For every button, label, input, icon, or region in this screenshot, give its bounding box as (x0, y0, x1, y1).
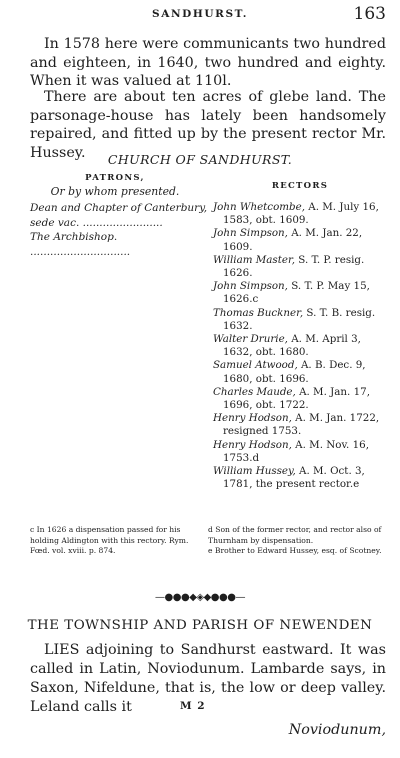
rector-name: John Simpson, (213, 227, 288, 240)
rector-entry (213, 254, 390, 280)
rector-entry (213, 412, 390, 438)
rector-detail: A. M. April 3, 1632, obt. 1680. (223, 333, 361, 359)
patron-entry: Dean and Chapter of Canterbury, sede vac. ........................ (30, 202, 208, 229)
patron-entry: The Archbishop. .............................. (30, 231, 131, 258)
footnote-e: e Brother to Edward Hussey, esq. of Scotney. (208, 546, 382, 555)
rector-detail: A. M. Nov. 16, 1753.d (223, 438, 369, 464)
rector-name: Henry Hodson, (213, 438, 292, 451)
rector-detail: A. M. Jan. 22, 1609. (223, 227, 363, 253)
rector-name: Charles Maude, (213, 385, 296, 398)
rectors-label: RECTORS (271, 181, 329, 191)
patrons-sublabel: Or by whom presented. (50, 185, 180, 198)
rector-entry (213, 333, 390, 359)
rector-entry (213, 307, 390, 333)
rector-name: Samuel Atwood, (213, 359, 298, 372)
rector-detail: S. T. B. resig. 1632. (223, 306, 376, 332)
footnote-c: c In 1626 a dispensation passed for his holding Aldington with this rectory. Rym. Fœd. vol. xviii. p. 874. (30, 525, 189, 555)
rector-detail: A. M. Jan. 1722, resigned 1753. (223, 412, 380, 438)
rector-name: Thomas Buckner, (213, 306, 304, 319)
footnote-d: d Son of the former rector, and rector also of Thurnham by dispensation. (208, 525, 382, 545)
rector-list (213, 201, 390, 491)
rector-name: John Simpson, (213, 280, 288, 293)
rector-name: William Master, (213, 253, 296, 266)
township-paragraph (30, 641, 386, 717)
signature-mark: M 2 (180, 700, 206, 712)
rector-detail: S. T. P. May 15, 1626.c (223, 280, 370, 306)
intro-text-2: There are about ten acres of glebe land. The parsonage-house has lately been handsomely repaired, and fitted up by the present rector Mr. Hussey. (30, 89, 386, 161)
rector-detail: A. M. July 16, 1583, obt. 1609. (223, 201, 379, 227)
ornament-divider: —●●●◆◈◆●●●— (155, 592, 245, 603)
township-heading: THE TOWNSHIP AND PARISH OF NEWENDEN (27, 618, 373, 633)
rector-entry (213, 227, 390, 253)
rector-detail: A. M. Oct. 3, 1781, the present rector.e (223, 465, 365, 491)
rector-detail: A. B. Dec. 9, 1680, obt. 1696. (223, 359, 366, 385)
rector-entry (213, 439, 390, 465)
patrons-label: PATRONS, (85, 173, 145, 183)
page-number: 163 (353, 4, 386, 24)
footnote-right (208, 525, 388, 557)
rector-entry (213, 465, 390, 491)
rector-entry (213, 201, 390, 227)
rector-name: William Hussey, (213, 465, 296, 478)
rector-entry (213, 280, 390, 306)
rector-detail: S. T. P. resig. 1626. (223, 253, 365, 280)
rector-name: Walter Drurie, (213, 333, 288, 346)
intro-paragraph-2 (30, 88, 386, 162)
rector-entry (213, 359, 390, 385)
rector-entry (213, 386, 390, 412)
rector-name: John Whetcombe, (213, 201, 305, 213)
intro-text-1: In 1578 here were communicants two hundred and eighteen, in 1640, two hundred and eighty. When it was valued at 110l. (30, 36, 386, 89)
intro-paragraph-1 (30, 35, 386, 91)
footnote-left (30, 525, 200, 557)
rector-detail: A. M. Jan. 17, 1696, obt. 1722. (223, 385, 370, 412)
catchword: Noviodunum, (288, 722, 386, 738)
church-heading: CHURCH OF SANDHURST. (107, 152, 293, 167)
patron-list (30, 201, 208, 259)
running-title: SANDHURST. (152, 8, 248, 20)
township-text: LIES adjoining to Sandhurst eastward. It was called in Latin, Noviodunum. Lambarde says, in Saxon, Nifeldune, that is, the low or deep valley. Leland calls it (30, 642, 386, 715)
rector-name: Henry Hodson, (213, 412, 292, 425)
